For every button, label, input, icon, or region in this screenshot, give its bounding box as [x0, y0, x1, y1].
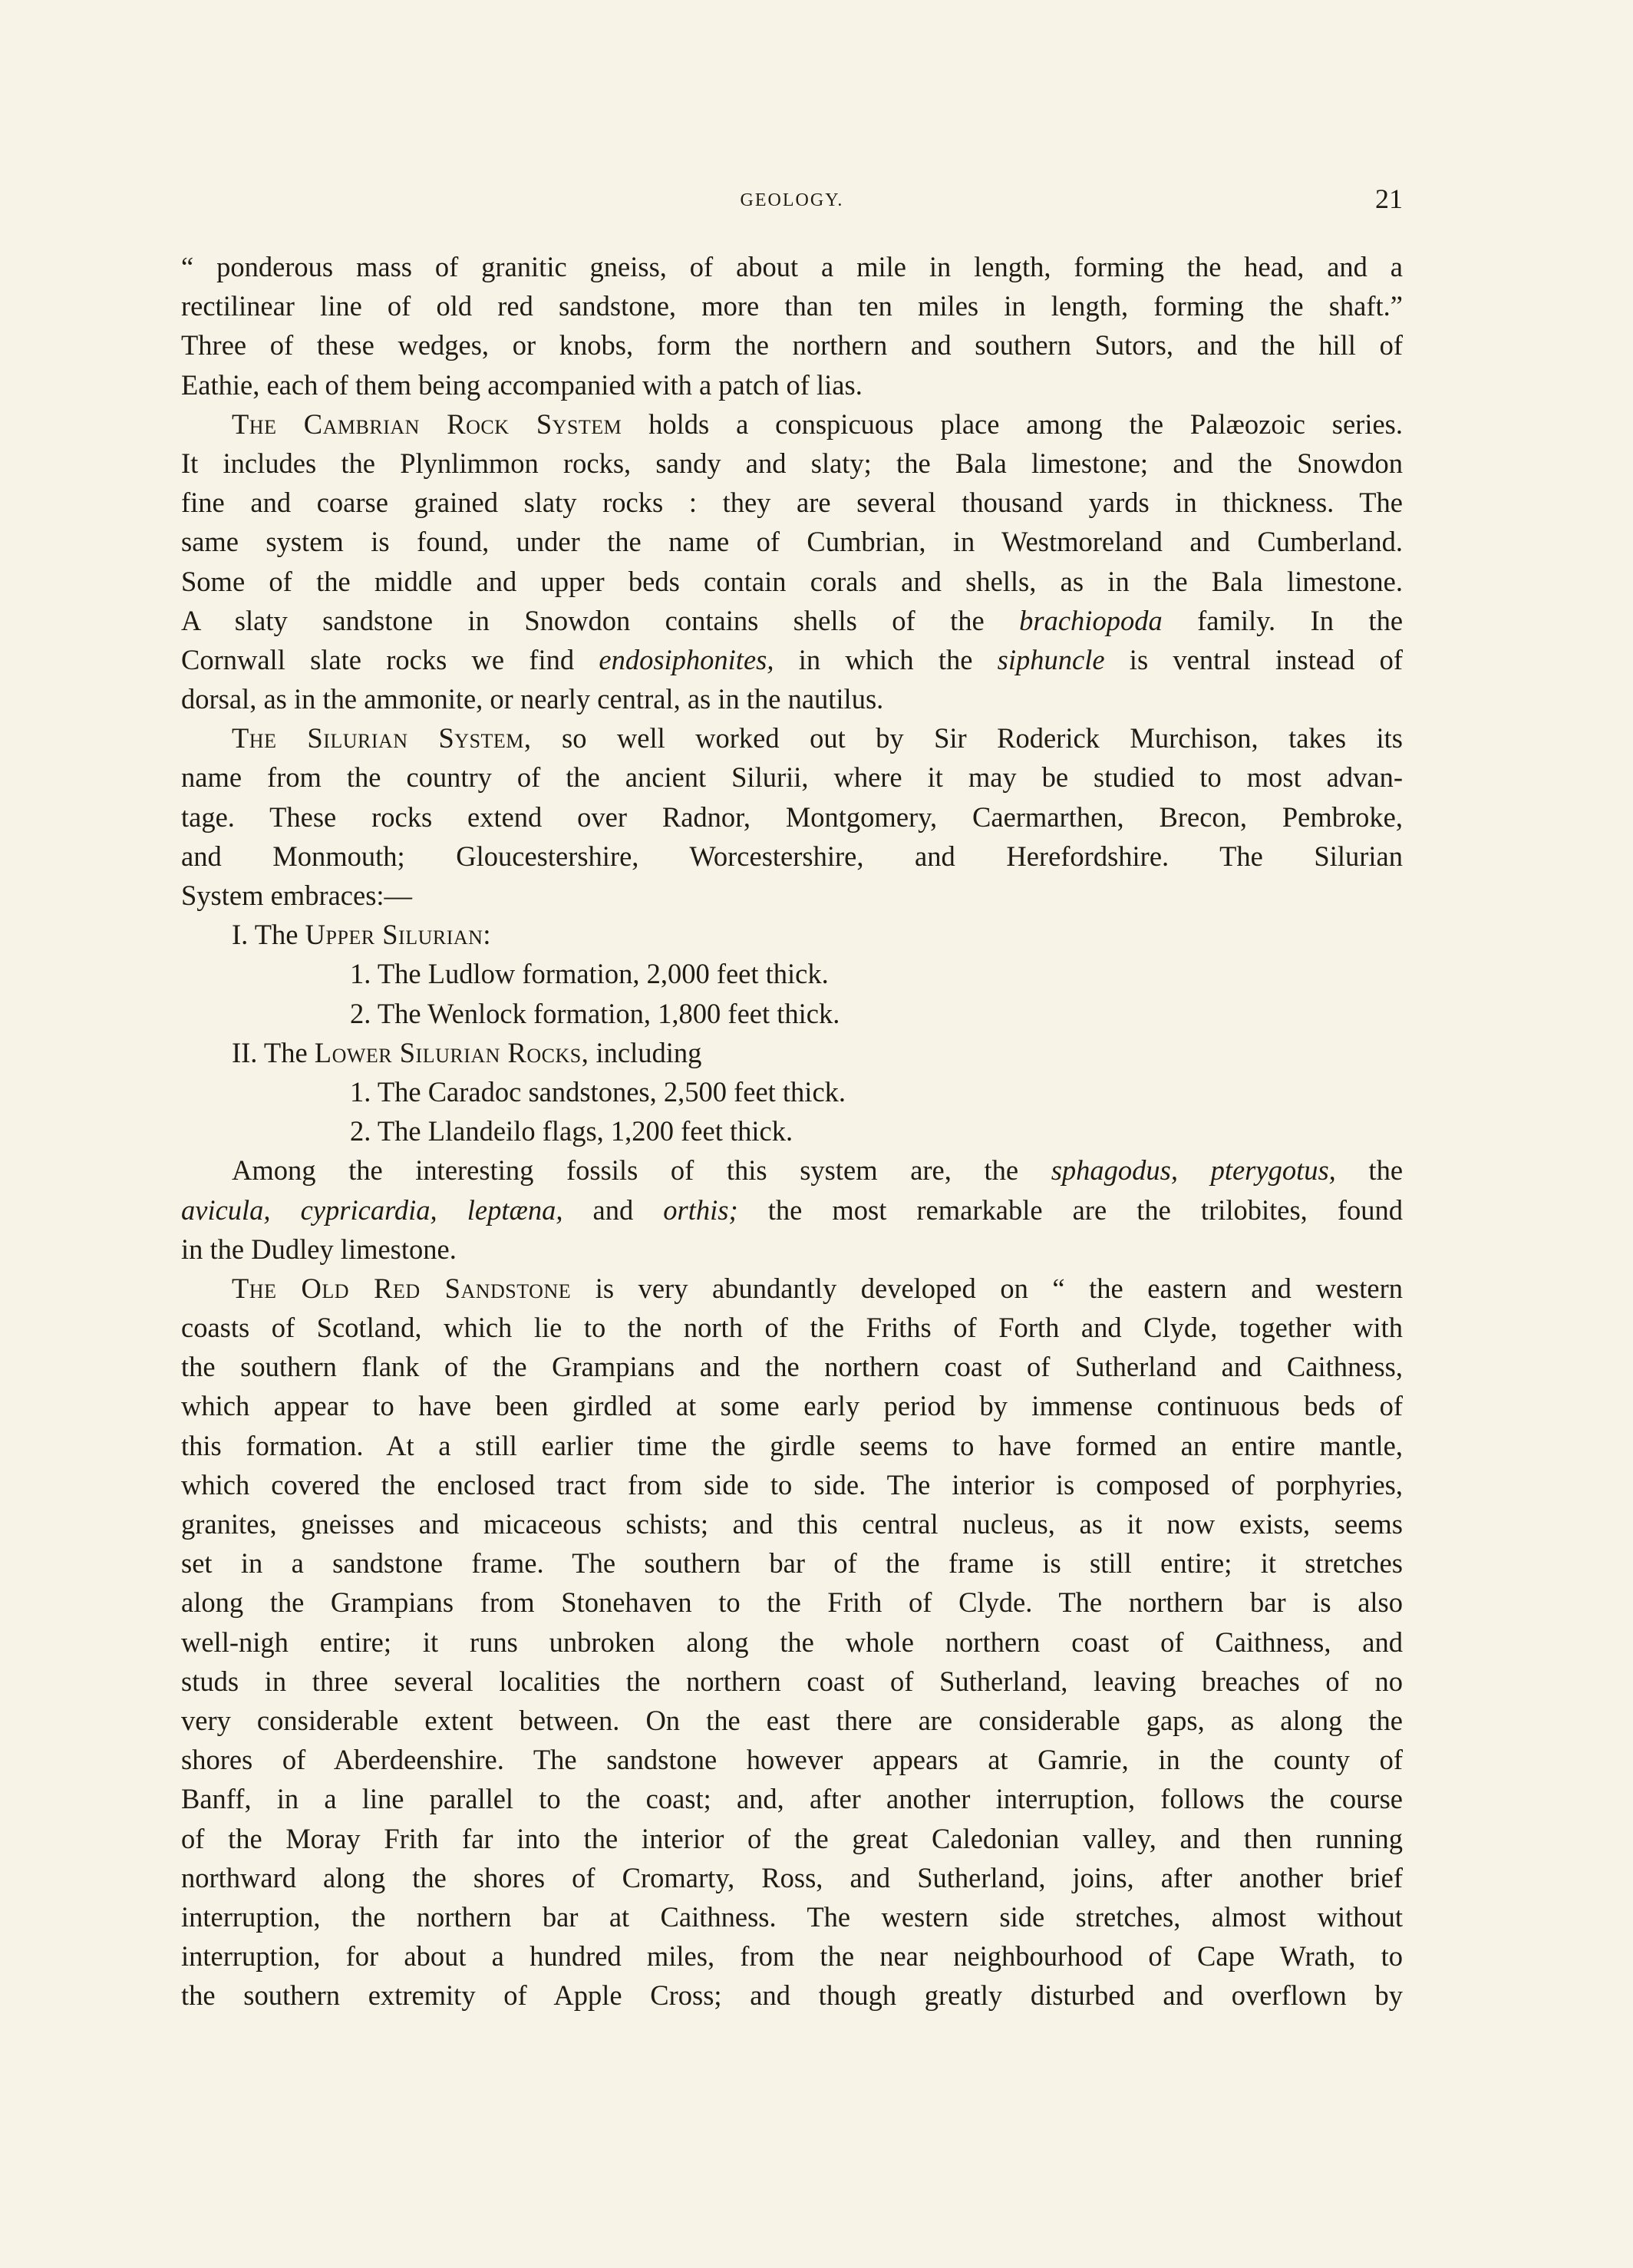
text-line: tage. These rocks extend over Radnor, Montgomery, Caermarthen, Brecon, Pembroke, — [181, 801, 1403, 833]
text-line: fine and coarse grained slaty rocks : they are several thousand yards in thickness. The — [181, 487, 1403, 519]
text-line: and Monmouth; Gloucestershire, Worcestershire, and Herefordshire. The Silurian — [181, 840, 1403, 872]
section-heading-silurian: The Silurian System, — [232, 722, 532, 754]
list-item — [181, 1033, 1403, 1072]
text-line: coasts of Scotland, which lie to the north of the Friths of Forth and Clyde, together with — [181, 1312, 1403, 1344]
italic-term: leptæna, — [467, 1193, 563, 1226]
text-line: set in a sandstone frame. The southern bar of the frame is still entire; it stretches — [181, 1547, 1403, 1580]
text-span: in which the — [798, 643, 973, 675]
text-line: interruption, for about a hundred miles, from the near neighbourhood of Cape Wrath, to — [181, 1940, 1403, 1973]
section-heading-cambrian: The Cambrian Rock System — [232, 408, 622, 440]
text-line: same system is found, under the name of Cumbrian, in Westmoreland and Cumberland. — [181, 526, 1403, 558]
list-item — [181, 915, 1403, 954]
text-line: dorsal, as in the ammonite, or nearly central, as in the nautilus. — [181, 683, 884, 715]
italic-term: pterygotus, — [1210, 1154, 1336, 1187]
text-line: “ ponderous mass of granitic gneiss, of about a mile in length, forming the head, and a — [181, 251, 1403, 282]
text-line: name from the country of the ancient Silurii, where it may be studied to most advan- — [181, 761, 1403, 794]
text-line — [181, 404, 1403, 444]
text-line: which appear to have been girdled at some early period by immense continuous beds of — [181, 1390, 1403, 1422]
text-span: and — [592, 1193, 634, 1226]
text-line: very considerable extent between. On the east there are considerable gaps, as along the — [181, 1704, 1403, 1736]
text-line: which covered the enclosed tract from side to side. The interior is composed of porphyries, — [181, 1468, 1403, 1500]
text-line — [181, 1190, 1403, 1230]
text-span: II. The — [232, 1036, 308, 1068]
text-span: Among the interesting fossils of this system are, the — [232, 1154, 1019, 1187]
text-line: rectilinear line of old red sandstone, more than ten miles in length, forming the shaft.” — [181, 290, 1403, 322]
text-span: family. In the — [1197, 604, 1403, 636]
text-line: in the Dudley limestone. — [181, 1233, 457, 1265]
text-span: is ventral instead of — [1129, 643, 1403, 675]
text-line: Some of the middle and upper beds contain corals and shells, as in the Bala limestone. — [181, 565, 1403, 597]
text-line: of the Moray Frith far into the interior of the great Caledonian valley, and then running — [181, 1822, 1403, 1854]
italic-term: orthis; — [663, 1193, 738, 1226]
running-title: GEOLOGY. — [740, 190, 844, 210]
text-line: well-nigh entire; it runs unbroken along the whole northern coast of Caithness, and — [181, 1626, 1403, 1658]
list-item: 2. The Llandeilo flags, 1,200 feet thick. — [350, 1115, 793, 1147]
text-line: interruption, the northern bar at Caithness. The western side stretches, almost without — [181, 1900, 1403, 1933]
text-span: the most remarkable are the trilobites, found — [767, 1193, 1403, 1226]
list-heading: Upper Silurian — [305, 919, 483, 951]
text-line: this formation. At a still earlier time the girdle seems to have formed an entire mantle, — [181, 1429, 1403, 1461]
running-head — [181, 183, 1403, 216]
text-line — [181, 601, 1403, 640]
text-line — [181, 1151, 1403, 1190]
list-heading: Lower Silurian Rocks, — [314, 1036, 589, 1068]
italic-term: endosiphonites, — [599, 643, 774, 675]
text-line: studs in three several localities the northern coast of Sutherland, leaving breaches of no — [181, 1665, 1403, 1697]
text-line: Banff, in a line parallel to the coast; and, after another interruption, follows the course — [181, 1783, 1403, 1815]
text-line: the southern extremity of Apple Cross; and though greatly disturbed and overflown by — [181, 1979, 1403, 2012]
list-item: 2. The Wenlock formation, 1,800 feet thick. — [350, 997, 840, 1029]
text-line: northward along the shores of Cromarty, Ross, and Sutherland, joins, after another brief — [181, 1861, 1403, 1893]
italic-term: sphagodus, — [1051, 1154, 1178, 1187]
text-span: the — [1368, 1154, 1403, 1187]
text-line: Three of these wedges, or knobs, form the northern and southern Sutors, and the hill of — [181, 329, 1403, 361]
text-span: : — [483, 919, 491, 951]
italic-term: brachiopoda — [1019, 604, 1163, 636]
list-item: 1. The Caradoc sandstones, 2,500 feet thick. — [350, 1075, 846, 1108]
text-span: A slaty sandstone in Snowdon contains shells of the — [181, 604, 985, 636]
text-line: Eathie, each of them being accompanied with a patch of lias. — [181, 368, 863, 401]
section-heading-old-red-sandstone: The Old Red Sandstone — [232, 1272, 572, 1304]
text-line: along the Grampians from Stonehaven to the Frith of Clyde. The northern bar is also — [181, 1586, 1403, 1619]
text-line — [181, 640, 1403, 679]
text-line — [181, 1269, 1403, 1308]
text-line — [181, 718, 1403, 758]
text-span: I. The — [232, 919, 299, 951]
text-line: System embraces:— — [181, 880, 413, 911]
page-number: 21 — [1375, 183, 1403, 214]
text-span: so well worked out by Sir Roderick Murchison, takes its — [562, 722, 1403, 754]
list-item: 1. The Ludlow formation, 2,000 feet thick. — [350, 958, 829, 990]
text-span: is very abundantly developed on “ the eastern and western — [595, 1272, 1403, 1304]
text-line: shores of Aberdeenshire. The sandstone however appears at Gamrie, in the county of — [181, 1744, 1403, 1776]
text-span: Cornwall slate rocks we find — [181, 643, 575, 675]
italic-term: siphuncle — [997, 643, 1105, 675]
text-span: holds a conspicuous place among the Palæozoic series. — [648, 408, 1403, 440]
text-line: the southern flank of the Grampians and the northern coast of Sutherland and Caithness, — [181, 1351, 1403, 1383]
body-text — [181, 247, 1403, 2015]
text-span: including — [595, 1036, 702, 1068]
italic-term: cypricardia, — [300, 1193, 437, 1226]
text-line: It includes the Plynlimmon rocks, sandy and slaty; the Bala limestone; and the Snowdon — [181, 447, 1403, 479]
text-line: granites, gneisses and micaceous schists; and this central nucleus, as it now exists, seems — [181, 1508, 1403, 1540]
italic-term: avicula, — [181, 1193, 271, 1226]
